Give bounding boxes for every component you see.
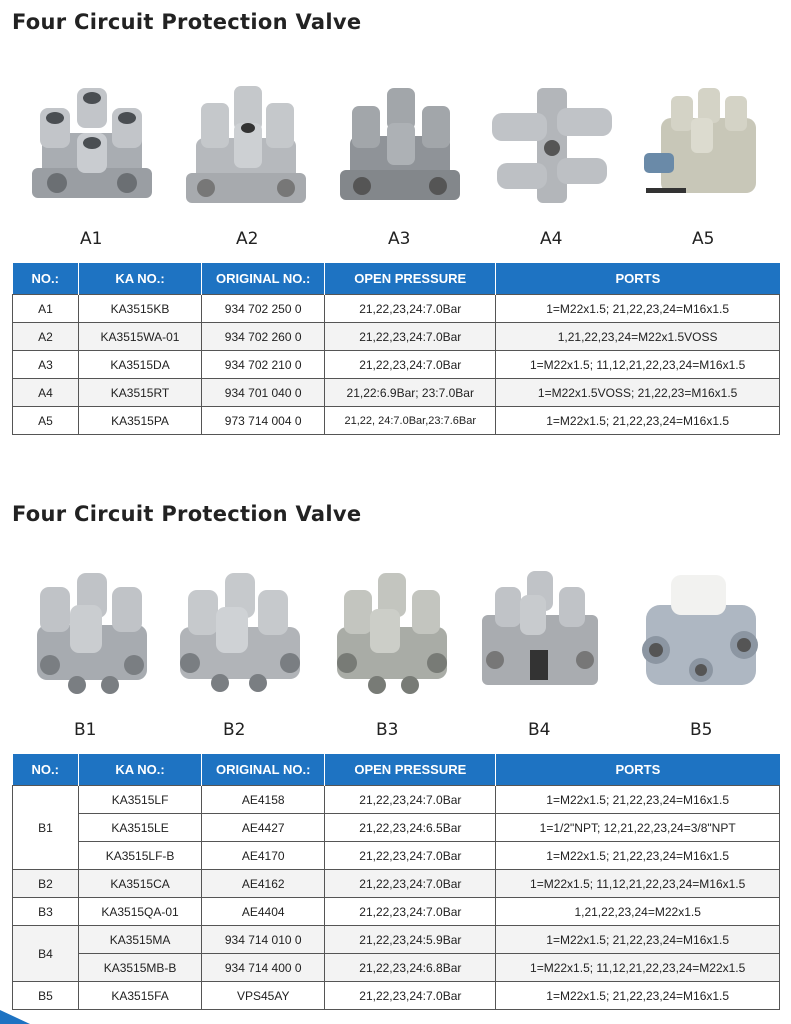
header-original-no: ORIGINAL NO.: [202, 754, 325, 786]
table-row [13, 926, 780, 954]
valve-image-b3 [322, 565, 472, 705]
product-label: A5 [692, 229, 715, 249]
product-label: A3 [388, 229, 411, 249]
table-row [13, 351, 780, 379]
cell-ports: 1=M22x1.5; 11,12,21,22,23,24=M16x1.5 [496, 351, 780, 379]
product-label: A4 [540, 229, 563, 249]
cell-no: A4 [13, 379, 79, 407]
cell-open-pressure: 21,22,23,24:7.0Bar [325, 786, 496, 814]
table-row [13, 954, 780, 982]
valve-image-a2 [176, 78, 326, 218]
cell-open-pressure: 21,22, 24:7.0Bar,23:7.6Bar [325, 407, 496, 435]
table-row [13, 323, 780, 351]
cell-ka-no: KA3515WA-01 [78, 323, 201, 351]
cell-group-no: B3 [13, 898, 79, 926]
cell-original-no: 973 714 004 0 [202, 407, 325, 435]
product-label: A2 [236, 229, 259, 249]
cell-original-no: AE4158 [202, 786, 325, 814]
table-row [13, 982, 780, 1010]
cell-open-pressure: 21,22,23,24:5.9Bar [325, 926, 496, 954]
cell-ports: 1=M22x1.5; 21,22,23,24=M16x1.5 [496, 295, 780, 323]
section-title: Four Circuit Protection Valve [12, 10, 362, 34]
cell-ka-no: KA3515FA [78, 982, 201, 1010]
cell-open-pressure: 21,22,23,24:6.5Bar [325, 814, 496, 842]
product-label: B3 [376, 720, 399, 740]
corner-accent [0, 1010, 30, 1024]
cell-ports: 1=M22x1.5; 11,12,21,22,23,24=M16x1.5 [496, 870, 780, 898]
cell-ka-no: KA3515QA-01 [78, 898, 201, 926]
table-row [13, 379, 780, 407]
product-label: B4 [528, 720, 551, 740]
cell-ports: 1,21,22,23,24=M22x1.5VOSS [496, 323, 780, 351]
header-ka-no: KA NO.: [78, 754, 201, 786]
cell-no: A3 [13, 351, 79, 379]
cell-ka-no: KA3515MB-B [78, 954, 201, 982]
cell-open-pressure: 21,22:6.9Bar; 23:7.0Bar [325, 379, 496, 407]
cell-ka-no: KA3515RT [78, 379, 201, 407]
cell-ka-no: KA3515MA [78, 926, 201, 954]
product-label: B2 [223, 720, 246, 740]
valve-image-a4 [482, 78, 632, 218]
table-row [13, 842, 780, 870]
cell-no: A2 [13, 323, 79, 351]
header-open-pressure: OPEN PRESSURE [325, 754, 496, 786]
cell-ports: 1=M22x1.5; 21,22,23,24=M16x1.5 [496, 842, 780, 870]
header-original-no: ORIGINAL NO.: [202, 263, 325, 295]
product-label: A1 [80, 229, 103, 249]
cell-ka-no: KA3515PA [78, 407, 201, 435]
cell-original-no: 934 714 400 0 [202, 954, 325, 982]
cell-original-no: 934 702 210 0 [202, 351, 325, 379]
valve-image-a5 [636, 78, 786, 218]
valve-image-b1 [22, 565, 172, 705]
cell-original-no: VPS45AY [202, 982, 325, 1010]
header-ports: PORTS [496, 263, 780, 295]
cell-original-no: 934 701 040 0 [202, 379, 325, 407]
cell-ports: 1=M22x1.5; 21,22,23,24=M16x1.5 [496, 982, 780, 1010]
cell-open-pressure: 21,22,23,24:7.0Bar [325, 295, 496, 323]
cell-group-no: B1 [13, 786, 79, 870]
valve-image-b2 [170, 565, 320, 705]
cell-original-no: AE4162 [202, 870, 325, 898]
cell-original-no: 934 714 010 0 [202, 926, 325, 954]
cell-ka-no: KA3515LE [78, 814, 201, 842]
cell-open-pressure: 21,22,23,24:7.0Bar [325, 982, 496, 1010]
cell-open-pressure: 21,22,23,24:7.0Bar [325, 351, 496, 379]
cell-original-no: AE4427 [202, 814, 325, 842]
cell-no: A1 [13, 295, 79, 323]
spec-table [12, 754, 780, 1010]
cell-ports: 1=M22x1.5; 11,12,21,22,23,24=M22x1.5 [496, 954, 780, 982]
cell-open-pressure: 21,22,23,24:7.0Bar [325, 898, 496, 926]
cell-group-no: B2 [13, 870, 79, 898]
header-no: NO.: [13, 263, 79, 295]
cell-ka-no: KA3515DA [78, 351, 201, 379]
cell-ka-no: KA3515KB [78, 295, 201, 323]
cell-no: A5 [13, 407, 79, 435]
cell-ka-no: KA3515LF-B [78, 842, 201, 870]
cell-open-pressure: 21,22,23,24:7.0Bar [325, 323, 496, 351]
product-label: B5 [690, 720, 713, 740]
header-ka-no: KA NO.: [78, 263, 201, 295]
table-row [13, 786, 780, 814]
table-row [13, 898, 780, 926]
cell-ports: 1=M22x1.5; 21,22,23,24=M16x1.5 [496, 786, 780, 814]
cell-ports: 1=M22x1.5VOSS; 21,22,23=M16x1.5 [496, 379, 780, 407]
section-title: Four Circuit Protection Valve [12, 502, 362, 526]
cell-original-no: AE4170 [202, 842, 325, 870]
table-header-row [13, 263, 780, 295]
cell-ka-no: KA3515CA [78, 870, 201, 898]
cell-ports: 1,21,22,23,24=M22x1.5 [496, 898, 780, 926]
valve-image-a3 [330, 78, 480, 218]
table-header-row [13, 754, 780, 786]
valve-image-a1 [22, 78, 172, 218]
cell-original-no: AE4404 [202, 898, 325, 926]
cell-open-pressure: 21,22,23,24:7.0Bar [325, 870, 496, 898]
cell-original-no: 934 702 250 0 [202, 295, 325, 323]
valve-image-b5 [626, 565, 776, 705]
cell-open-pressure: 21,22,23,24:6.8Bar [325, 954, 496, 982]
product-label: B1 [74, 720, 97, 740]
cell-group-no: B5 [13, 982, 79, 1010]
table-row [13, 870, 780, 898]
table-row [13, 407, 780, 435]
cell-ports: 1=M22x1.5; 21,22,23,24=M16x1.5 [496, 407, 780, 435]
cell-ka-no: KA3515LF [78, 786, 201, 814]
valve-image-b4 [470, 565, 620, 705]
header-open-pressure: OPEN PRESSURE [325, 263, 496, 295]
cell-open-pressure: 21,22,23,24:7.0Bar [325, 842, 496, 870]
header-ports: PORTS [496, 754, 780, 786]
cell-ports: 1=1/2"NPT; 12,21,22,23,24=3/8"NPT [496, 814, 780, 842]
cell-ports: 1=M22x1.5; 21,22,23,24=M16x1.5 [496, 926, 780, 954]
spec-table [12, 263, 780, 435]
table-row [13, 295, 780, 323]
header-no: NO.: [13, 754, 79, 786]
cell-original-no: 934 702 260 0 [202, 323, 325, 351]
cell-group-no: B4 [13, 926, 79, 982]
table-row [13, 814, 780, 842]
